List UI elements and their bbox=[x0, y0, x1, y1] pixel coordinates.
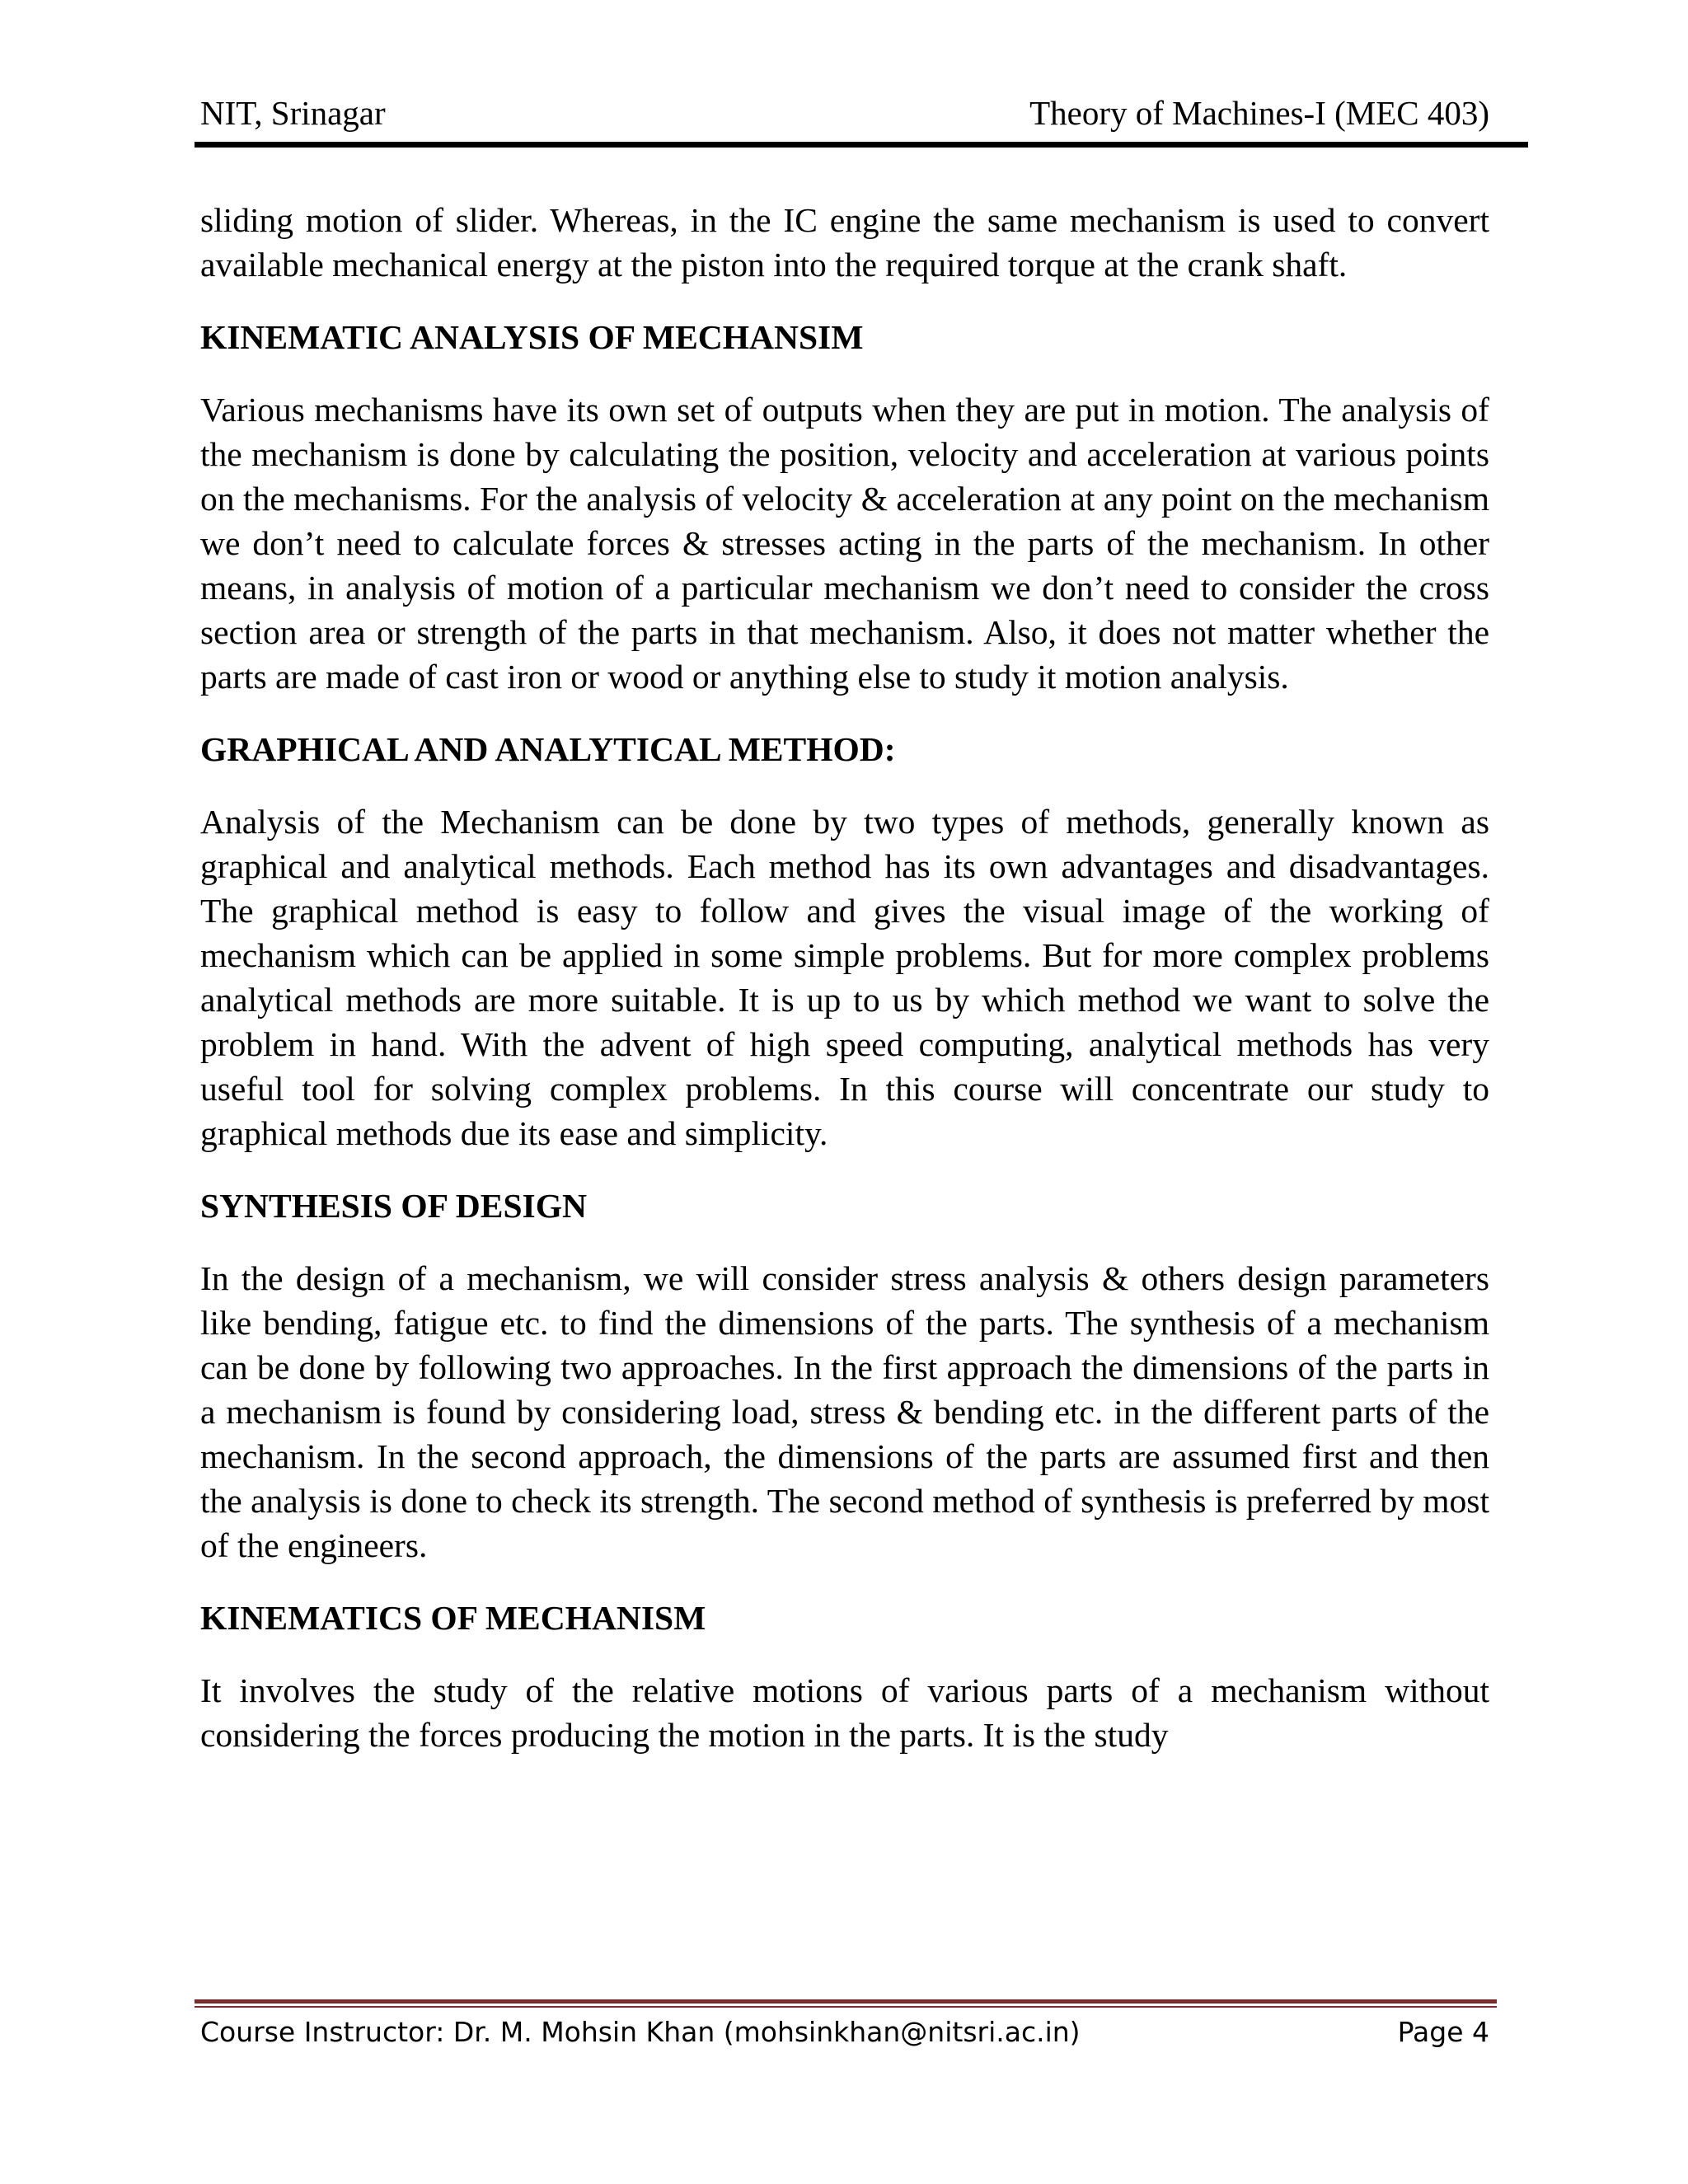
header-institution: NIT, Srinagar bbox=[200, 94, 386, 132]
section-text-kinematic-analysis: Various mechanisms have its own set of outputs when they are put in motion. The analysis of the mechanism is done by calculating the position, velocity and acceleration at various points on the mechanisms. For the analysis of velocity & acceleration at any point on the mechanism we don’t need to calculate forces & stresses acting in the parts of the mechanism. In other means, in analysis of motion of a particular mechanism we don’t need to consider the cross section area or strength of the parts in that mechanism. Also, it does not matter whether the parts are made of cast iron or wood or anything else to study it motion analysis. bbox=[200, 391, 1489, 696]
section-heading-kinematics-of-mechanism: KINEMATICS OF MECHANISM bbox=[200, 1599, 706, 1637]
page-header bbox=[200, 92, 1489, 134]
section-heading-graphical-analytical: GRAPHICAL AND ANALYTICAL METHOD: bbox=[200, 730, 896, 768]
header-divider bbox=[195, 142, 1528, 148]
section-text-synthesis-of-design: In the design of a mechanism, we will consider stress analysis & others design parameters like bending, fatigue etc. to find the dimensions of the parts. The synthesis of a mechanism can be done by following two approaches. In the first approach the dimensions of the parts in a mechanism is found by considering load, stress & bending etc. in the different parts of the mechanism. In the second approach, the dimensions of the parts are assumed first and then the analysis is done to check its strength. The second method of synthesis is preferred by most of the engineers. bbox=[200, 1259, 1489, 1564]
header-course-title: Theory of Machines-I (MEC 403) bbox=[1029, 94, 1489, 132]
section-text-kinematics-of-mechanism: It involves the study of the relative motions of various parts of a mechanism without considering the forces producing the motion in the parts. It is the study bbox=[200, 1671, 1489, 1754]
footer-instructor: Course Instructor: Dr. M. Mohsin Khan (mohsinkhan@nitsri.ac.in) bbox=[200, 2016, 1081, 2048]
section-text-graphical-analytical: Analysis of the Mechanism can be done by two types of methods, generally known as graphical and analytical methods. Each method has its own advantages and disadvantages. The graphical method is easy to follow and gives the visual image of the working of mechanism which can be applied in some simple problems. But for more complex problems analytical methods are more suitable. It is up to us by which method we want to solve the problem in hand. With the advent of high speed computing, analytical methods has very useful tool for solving complex problems. In this course will concentrate our study to graphical methods due its ease and simplicity. bbox=[200, 803, 1489, 1152]
section-heading-kinematic-analysis: KINEMATIC ANALYSIS OF MECHANSIM bbox=[200, 318, 864, 356]
footer-page-number: Page 4 bbox=[1397, 2016, 1489, 2048]
footer-divider-thin bbox=[195, 2006, 1497, 2008]
page-body bbox=[200, 198, 1489, 1757]
intro-paragraph: sliding motion of slider. Whereas, in the IC engine the same mechanism is used to convert available mechanical energy at the piston into the required torque at the crank shaft. bbox=[200, 201, 1489, 284]
page-footer bbox=[200, 2014, 1489, 2050]
footer-divider bbox=[195, 1999, 1497, 2004]
section-heading-synthesis-of-design: SYNTHESIS OF DESIGN bbox=[200, 1187, 587, 1225]
